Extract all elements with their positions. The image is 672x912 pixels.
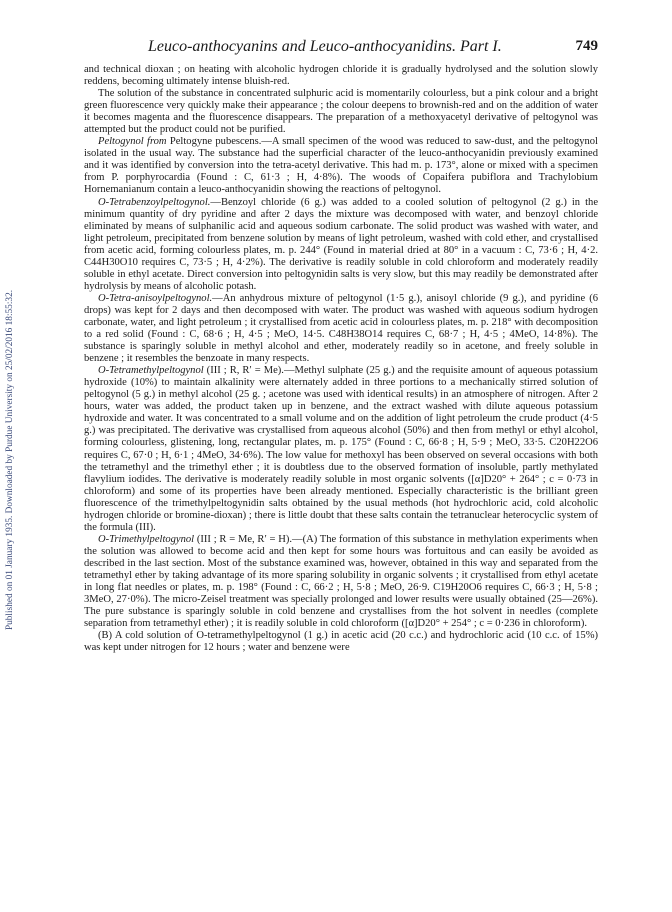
section-heading: O-Tetramethylpeltogynol xyxy=(98,365,204,377)
margin-note xyxy=(2,150,18,770)
paragraph-trimethyl xyxy=(84,534,598,630)
paragraph-text: —An anhydrous mixture of peltogynol (1·5 g.), anisoyl chloride (9 g.), and pyridine (6 drops) was kept for 2 days and then decomposed with water. The product was washed with aqueous sodium hydrogen carbonate, water, and light petroleum ; it crystallised from acetic acid in colourless plates, m. p. 218° with decomposition to a red solid (Found : C, 68·6 ; H, 4·5 ; MeO, 14·5. C48H38O14 requires C, 68·7 ; H, 4·5 ; 4MeO, 14·8%). The substance is sparingly soluble in methyl alcohol and ether, moderately readily so in acetone, and freely soluble in benzene ; it resembles the benzoate in many respects. xyxy=(84,292,598,365)
section-heading: O-Tetrabenzoylpeltogynol. xyxy=(98,196,211,208)
paragraph-peltogyne-pubescens xyxy=(84,136,598,196)
paragraph-sulphuric-acid xyxy=(84,88,598,136)
paragraph-cold-solution xyxy=(84,630,598,654)
margin-note-text: Published on 01 January 1935. Downloaded by Purdue University on 25/02/2016 18:55:32. xyxy=(5,289,15,631)
paragraph-text: (III ; R, R′ = Me).—Methyl sulphate (25 g.) and the requisite amount of aqueous potassium hydroxide (10%) to maintain alkalinity were alternately added in three portions to a mechanically stirred solution of peltogynol (5 g.) in methyl alcohol (25 g. ; acetone was used with identical results) in an atmosphere of nitrogen. After 2 hours, water was added, the product taken up in benzene, and the extract washed with dilute aqueous potassium hydroxide and water. It was concentrated to a small volume and on the addition of light petroleum the crude product (4·5 g.) was precipitated. The derivative was crystallised from aqueous alcohol (50%) and then from methyl or ethyl alcohol, forming colourless, glistening, long, rectangular plates, m. p. 175° (Found : C, 66·8 ; H, 5·9 ; MeO, 33·5. C20H22O6 requires C, 67·0 ; H, 6·1 ; 4MeO, 34·6%). The low value for methoxyl has been observed on several occasions with both the tetramethyl and the trimethyl ether ; it is doubtless due to the observed formation of insoluble, partly methylated flavylium iodides. The derivative is moderately readily soluble in most organic solvents ([α]D20° + 264° ; c = 0·73 in chloroform) and some of its properties have been already mentioned. Especially characteristic is the brilliant green fluorescence of the trimethylpeltogynidin salts obtained by the usual methods (hot hydrochloric acid, cold alcoholic hydrogen chloride or bromine-dioxan) ; there is little doubt that these salts contain the tetranuclear heterocyclic system of the formula (III). xyxy=(84,365,598,533)
section-heading: O-Trimethylpeltogynol xyxy=(98,533,195,545)
paragraph-tetramethyl xyxy=(84,365,598,534)
paragraph-continuation xyxy=(84,64,598,88)
page-number: 749 xyxy=(575,38,598,54)
section-heading: Peltogynol from xyxy=(98,136,167,148)
paragraph-text: and technical dioxan ; on heating with alcoholic hydrogen chloride it is gradually hydrolysed and the solution slowly reddens, becoming ultimately intense bluish-red. xyxy=(84,64,598,88)
paragraph-text: The solution of the substance in concentrated sulphuric acid is momentarily colourless, but a pink colour and a bright green fluorescence very quickly make their appearance ; the colour deepens to brownish-red and on the addition of water it becomes magenta and the fluorescence disappears. The preparation of a methoxyacetyl derivative of peltogynol was attempted but the product could not be purified. xyxy=(84,88,598,136)
paragraph-text: (III ; R = Me, R′ = H).—(A) The formation of this substance in methylation experiments when the solution was allowed to become acid and then kept for some hours was fortuitous and can easily be avoided as described in the last section. Most of the substance examined was, however, obtained in this way and separated from the tetramethyl ether by taking advantage of its more sparing solubility in organic solvents ; it crystallised from ethyl acetate in long flat needles or plates, m. p. 198° (Found : C, 66·2 ; H, 5·8 ; MeO, 26·9. C19H20O6 requires C, 66·3 ; H, 5·8 ; 3MeO, 27·0%). The micro-Zeisel treatment was specially prolonged and lower results were usually obtained (25—26%). The pure substance is sparingly soluble in cold benzene and crystallises from the hot solvent in needles (complete separation from tetramethyl ether) ; it is readily soluble in cold chloroform ([α]D20° + 254° ; c = 0·236 in chloroform). xyxy=(84,533,598,630)
page-header xyxy=(84,36,598,60)
article-body xyxy=(84,64,598,654)
paragraph-text: (B) A cold solution of O-tetramethylpeltogynol (1 g.) in acetic acid (20 c.c.) and hydrochloric acid (10 c.c. of 15%) was kept under nitrogen for 12 hours ; water and benzene were xyxy=(84,630,598,654)
paragraph-text: —Benzoyl chloride (6 g.) was added to a cooled solution of peltogynol (2 g.) in the minimum quantity of dry pyridine and after 2 days the mixture was decomposed with water, and benzoyl chloride eliminated by means of sulphanilic acid and aqueous sodium carbonate. The solid product was washed with water, and light petroleum, precipitated from benzene solution by means of light petroleum, washed with cold ether, and crystallised from acetic acid, forming colourless plates, m. p. 244° (Found in material dried at 80° in a vacuum : C, 73·6 ; H, 4·2. C44H30O10 requires C, 73·5 ; H, 4·2%). The derivative is readily soluble in cold chloroform and moderately readily soluble in ethyl acetate. Direct conversion into peltogynidin salts is very slow, but this may readily be demonstrated after hydrolysis by means of alcoholic potash. xyxy=(84,196,598,292)
paragraph-text: Peltogyne pubescens.—A small specimen of the wood was reduced to saw-dust, and the peltogynol isolated in the usual way. The substance had the superficial character of the leuco-anthocyanidin previously examined and it was identified by conversion into the tetra-acetyl derivative. This had m. p. 173°, alone or mixed with a specimen from P. porphyrocardia (Found : C, 61·3 ; H, 4·8%). The woods of Copaifera pubiflora and Trachylobium Hornemanianum contain a leuco-anthocyanidin showing the reactions of peltogynol. xyxy=(84,136,598,196)
section-heading: O-Tetra-anisoylpeltogynol. xyxy=(98,292,213,304)
paragraph-tetra-anisoyl xyxy=(84,293,598,365)
running-title: Leuco-anthocyanins and Leuco-anthocyanidins. Part I. xyxy=(148,38,502,55)
paragraph-tetrabenzoyl xyxy=(84,197,598,293)
